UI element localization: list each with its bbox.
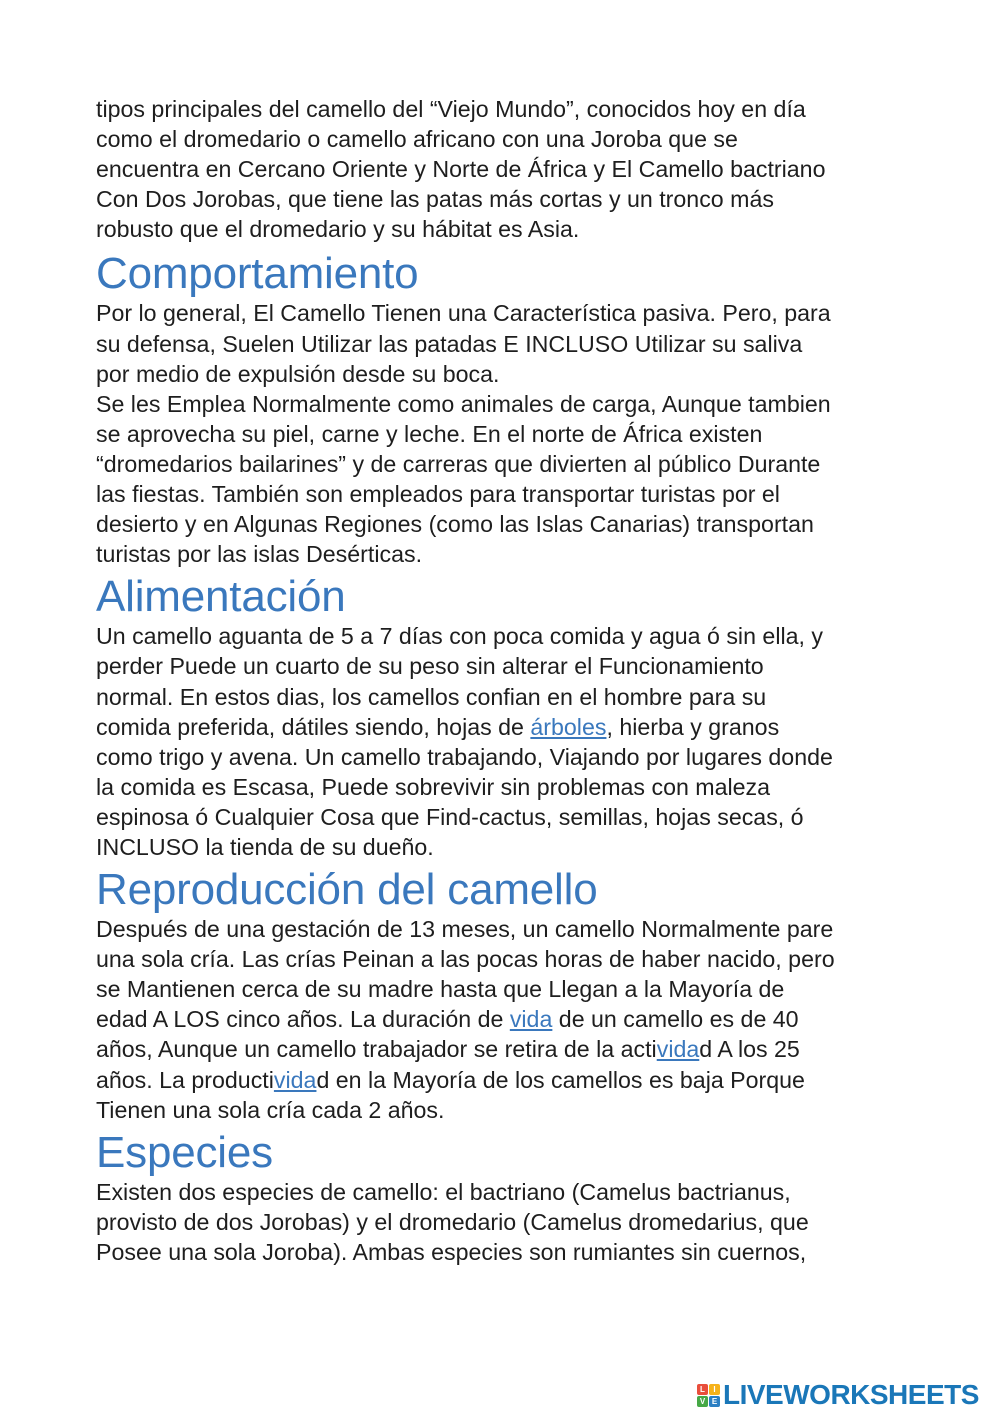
text-line: Después de una gestación de 13 meses, un camello Normalmente pare: [96, 916, 834, 943]
text-line: robusto que el dromedario y su hábitat es Asia.: [96, 216, 580, 243]
text-line: su defensa, Suelen Utilizar las patadas E INCLUSO Utilizar su saliva: [96, 330, 803, 357]
logo-mark-icon: [697, 1384, 720, 1407]
section-comportamiento: [96, 250, 936, 569]
document-page: [96, 94, 936, 1271]
text-line: INCLUSO la tienda de su dueño.: [96, 833, 434, 860]
logo-letter: E: [709, 1396, 720, 1407]
text-line: turistas por las islas Desérticas.: [96, 541, 423, 568]
text-line: desierto y en Algunas Regiones (como las Islas Canarias) transportan: [96, 511, 814, 538]
text-line: como trigo y avena. Un camello trabajando, Viajando por lugares donde: [96, 743, 833, 770]
text-line: como el dromedario o camello africano con una Joroba que se: [96, 126, 738, 153]
section-reproduccion: [96, 866, 936, 1125]
text-span: d A los 25: [699, 1036, 800, 1063]
section-especies: [96, 1129, 936, 1267]
text-line: Posee una sola Joroba). Ambas especies son rumiantes sin cuernos,: [96, 1238, 807, 1265]
text-line: tipos principales del camello del “Viejo Mundo”, conocidos hoy en día: [96, 96, 806, 122]
intro-paragraph: [96, 94, 936, 244]
text-span: edad A LOS cinco años. La duración de: [96, 1006, 510, 1033]
text-line: la comida es Escasa, Puede sobrevivir sin problemas con maleza: [96, 773, 771, 800]
text-line: espinosa ó Cualquier Cosa que Find-cactus, semillas, hojas secas, ó: [96, 803, 804, 830]
text-line: normal. En estos dias, los camellos confian en el hombre para su: [96, 683, 767, 710]
section-heading: Especies: [96, 1127, 273, 1177]
text-span: d en la Mayoría de los camellos es baja Porque: [316, 1066, 805, 1093]
section-alimentacion: [96, 573, 936, 862]
text-line-with-link: [96, 1034, 936, 1064]
text-span: comida preferida, dátiles siendo, hojas de: [96, 713, 531, 740]
text-line: Se les Emplea Normalmente como animales de carga, Aunque tambien: [96, 390, 831, 417]
vida-link[interactable]: vida: [273, 1066, 317, 1093]
liveworksheets-logo[interactable]: [697, 1378, 979, 1412]
text-span: , hierba y granos: [606, 713, 780, 740]
text-line: por medio de expulsión desde su boca.: [96, 360, 500, 387]
text-line: se aprovecha su piel, carne y leche. En el norte de África existen: [96, 420, 763, 447]
text-line: provisto de dos Jorobas) y el dromedario (Camelus dromedarius, que: [96, 1208, 809, 1235]
logo-letter: L: [697, 1384, 708, 1395]
text-line-with-link: [96, 1065, 936, 1095]
vida-link[interactable]: vida: [656, 1036, 700, 1063]
section-heading: Comportamiento: [96, 249, 419, 299]
vida-link[interactable]: vida: [509, 1006, 553, 1033]
section-heading: Alimentación: [96, 572, 346, 622]
text-span: años, Aunque un camello trabajador se retira de la acti: [96, 1036, 657, 1063]
arboles-link[interactable]: árboles: [530, 713, 607, 740]
text-line: Existen dos especies de camello: el bactriano (Camelus bactrianus,: [96, 1178, 791, 1205]
text-line-with-link: [96, 712, 936, 742]
text-line: las fiestas. También son empleados para transportar turistas por el: [96, 481, 780, 508]
text-line: Un camello aguanta de 5 a 7 días con poca comida y agua ó sin ella, y: [96, 623, 823, 650]
logo-text: LIVEWORKSHEETS: [723, 1379, 979, 1410]
text-line: una sola cría. Las crías Peinan a las pocas horas de haber nacido, pero: [96, 946, 835, 973]
text-line: “dromedarios bailarines” y de carreras que divierten al público Durante: [96, 450, 821, 477]
text-line: Tienen una sola cría cada 2 años.: [96, 1096, 445, 1123]
text-line: Por lo general, El Camello Tienen una Característica pasiva. Pero, para: [96, 300, 831, 327]
text-span: años. La producti: [96, 1066, 274, 1093]
text-line: perder Puede un cuarto de su peso sin alterar el Funcionamiento: [96, 653, 764, 680]
logo-letter: V: [697, 1396, 708, 1407]
text-line-with-link: [96, 1004, 936, 1034]
text-line: se Mantienen cerca de su madre hasta que Llegan a la Mayoría de: [96, 976, 785, 1003]
text-line: Con Dos Jorobas, que tiene las patas más cortas y un tronco más: [96, 186, 774, 213]
logo-letter: I: [709, 1384, 720, 1395]
section-heading: Reproducción del camello: [96, 865, 598, 915]
text-span: de un camello es de 40: [552, 1006, 799, 1033]
text-line: encuentra en Cercano Oriente y Norte de África y El Camello bactriano: [96, 156, 826, 183]
